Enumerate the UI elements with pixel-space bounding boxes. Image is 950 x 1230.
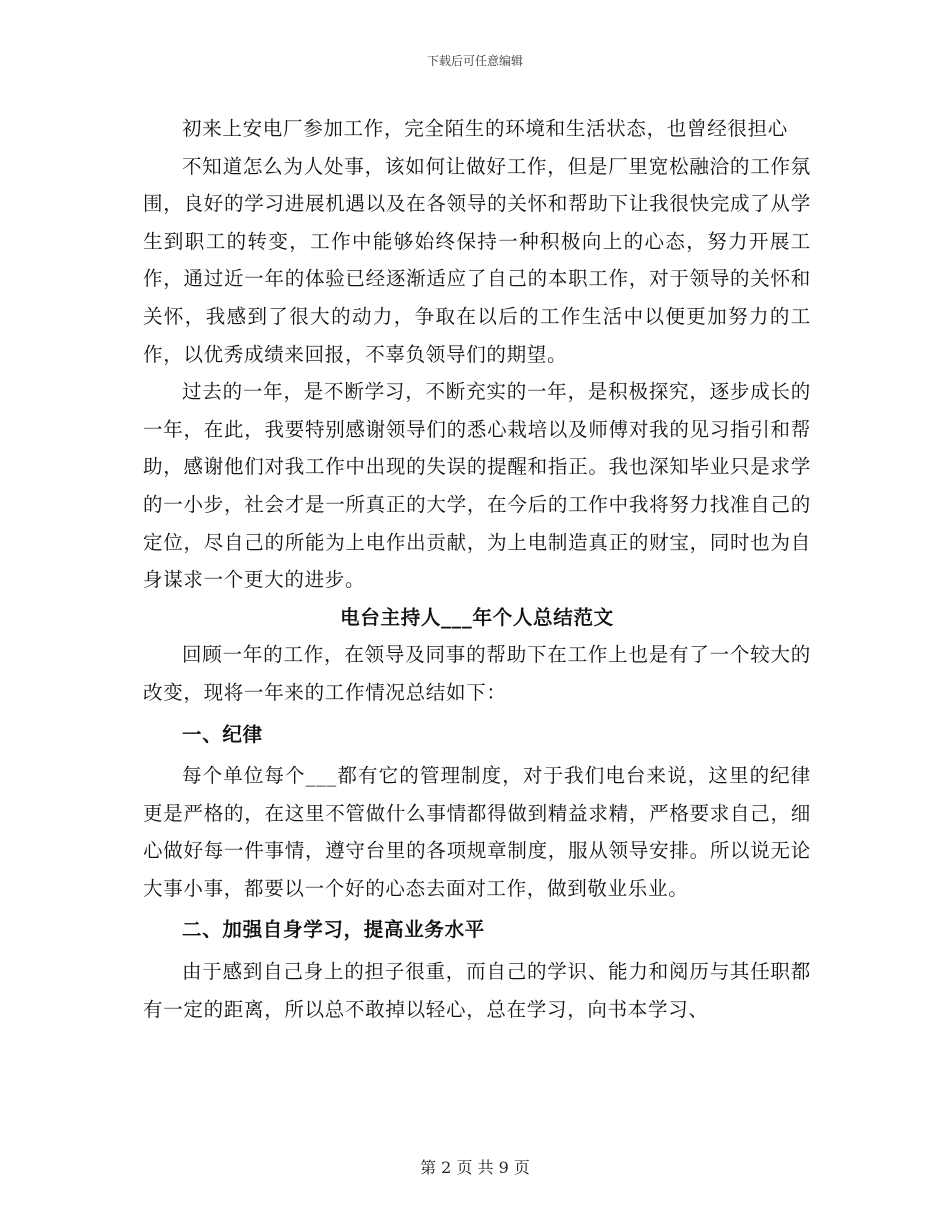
section-title: 电台主持人___年个人总结范文: [340, 605, 614, 629]
paragraph: 过去的一年，是不断学习，不断充实的一年，是积极探究，逐步成长的一年，在此，我要特别感谢领导们的悉心栽培以及师傅对我的见习指引和帮助，感谢他们对我工作中出现的失误的提醒和指正。我也深知毕业只是求学的一小步，社会才是一所真正的大学，在今后的工作中我将努力找准自己的定位，尽自己的所能为上电作出贡献，为上电制造真正的财宝，同时也为自身谋求一个更大的进步。: [143, 380, 811, 592]
page-footer: 第 2 页 共 9 页: [420, 1158, 530, 1177]
section-heading: 二、加强自身学习，提高业务水平: [182, 918, 486, 942]
paragraph: 回顾一年的工作，在领导及同事的帮助下在工作上也是有了一个较大的改变，现将一年来的工作情况总结如下：: [143, 643, 811, 704]
paragraph: 不知道怎么为人处事，该如何让做好工作，但是厂里宽松融洽的工作氛围，良好的学习进展机遇以及在各领导的关怀和帮助下让我很快完成了从学生到职工的转变，工作中能够始终保持一种积极向上的心态，努力开展工作，通过近一年的体验已经逐渐适应了自己的本职工作，对于领导的关怀和关怀，我感到了很大的动力，争取在以后的工作生活中以便更加努力的工作，以优秀成绩来回报，不辜负领导们的期望。: [143, 154, 811, 366]
paragraph: 由于感到自己身上的担子很重，而自己的学识、能力和阅历与其任职都有一定的距离，所以总不敢掉以轻心，总在学习，向书本学习、: [143, 960, 811, 1021]
section-heading: 一、纪律: [182, 722, 263, 746]
paragraph: 初来上安电厂参加工作，完全陌生的环境和生活状态，也曾经很担心: [182, 117, 789, 140]
paragraph: 每个单位每个___都有它的管理制度，对于我们电台来说，这里的纪律更是严格的，在这里不管做什么事情都得做到精益求精，严格要求自己，细心做好每一件事情，遵守台里的各项规章制度，服从领导安排。所以说无论大事小事，都要以一个好的心态去面对工作，做到敬业乐业。: [143, 764, 811, 900]
page-header: 下载后可任意编辑: [426, 54, 523, 68]
document-body: [143, 110, 811, 1028]
